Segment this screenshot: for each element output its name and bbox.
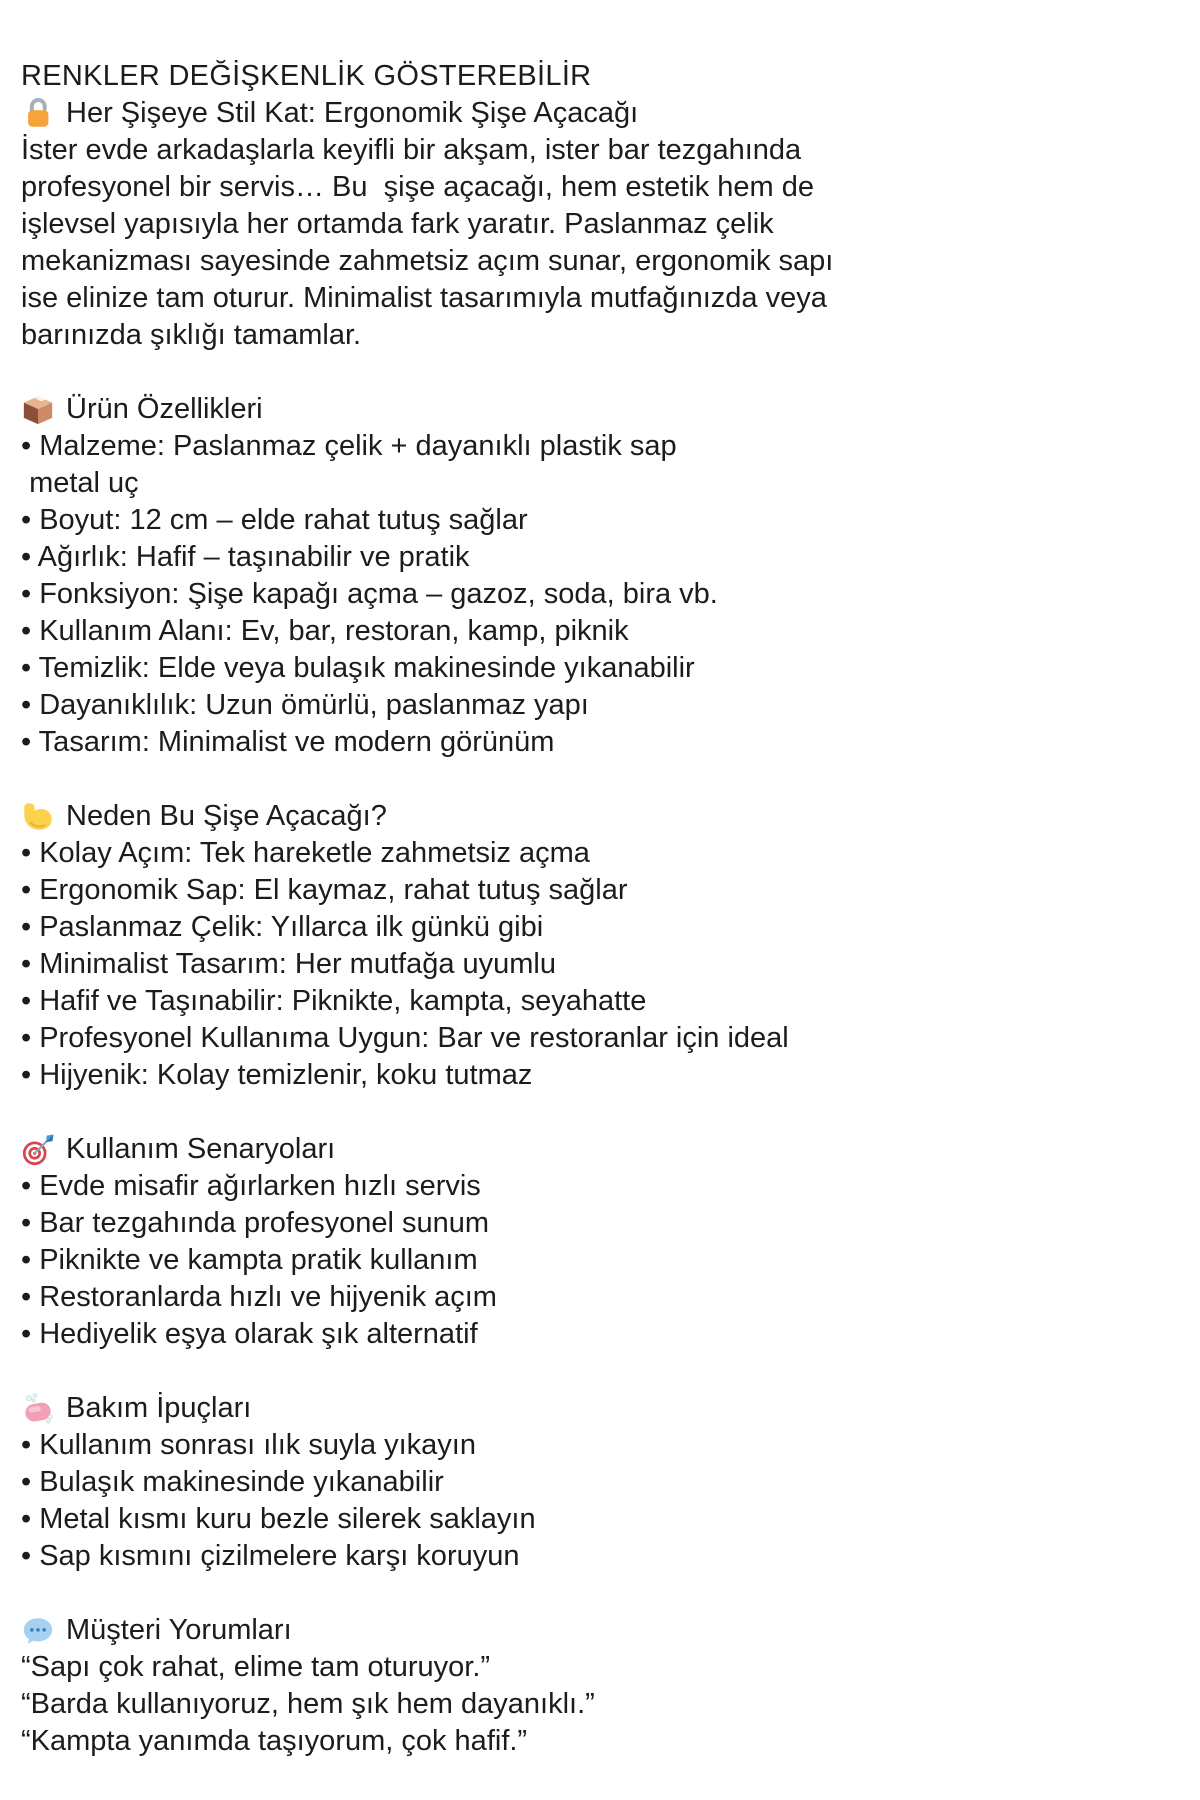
section-scenarios <box>21 1131 1180 1353</box>
bullet-line: • Hediyelik eşya olarak şık alternatif <box>21 1318 478 1350</box>
section-title: Ürün Özellikleri <box>66 393 263 425</box>
color-disclaimer: RENKLER DEĞİŞKENLİK GÖSTEREBİLİR <box>21 60 592 92</box>
bullet-line: • Hafif ve Taşınabilir: Piknikte, kampta, seyahatte <box>21 985 647 1017</box>
hero-title: Her Şişeye Stil Kat: Ergonomik Şişe Açacağı <box>66 97 639 129</box>
bullet-line: • Boyut: 12 cm – elde rahat tutuş sağlar <box>21 504 528 536</box>
review-quote: “Kampta yanımda taşıyorum, çok hafif.” <box>21 1725 528 1757</box>
section-features-heading <box>21 391 1180 428</box>
section-scenarios-heading <box>21 1131 1180 1168</box>
review-quote: “Sapı çok rahat, elime tam oturuyor.” <box>21 1651 491 1683</box>
bullet-line: • Fonksiyon: Şişe kapağı açma – gazoz, soda, bira vb. <box>21 578 718 610</box>
paragraph-line: profesyonel bir servis… Bu şişe açacağı, hem estetik hem de <box>21 171 815 203</box>
bullet-line: • Tasarım: Minimalist ve modern görünüm <box>21 726 555 758</box>
bullet-line: • Evde misafir ağırlarken hızlı servis <box>21 1170 481 1202</box>
bullet-line: • Bulaşık makinesinde yıkanabilir <box>21 1466 444 1498</box>
paragraph-line: barınızda şıklığı tamamlar. <box>21 319 362 351</box>
section-care <box>21 1390 1180 1575</box>
section-why-heading <box>21 798 1180 835</box>
section-reviews <box>21 1612 1180 1760</box>
bullet-line: • Ergonomik Sap: El kaymaz, rahat tutuş sağlar <box>21 874 628 906</box>
bullet-line: • Hijyenik: Kolay temizlenir, koku tutmaz <box>21 1059 533 1091</box>
section-care-heading <box>21 1390 1180 1427</box>
paragraph-line: ise elinize tam oturur. Minimalist tasarımıyla mutfağınızda veya <box>21 282 827 314</box>
paragraph-line: mekanizması sayesinde zahmetsiz açım sunar, ergonomik sapı <box>21 245 834 277</box>
bullet-line: metal uç <box>21 467 139 499</box>
bullet-line: • Dayanıklılık: Uzun ömürlü, paslanmaz yapı <box>21 689 589 721</box>
bullet-line: • Kullanım sonrası ılık suyla yıkayın <box>21 1429 476 1461</box>
target-icon-svg <box>21 1133 55 1167</box>
section-title: Müşteri Yorumları <box>66 1614 292 1646</box>
open-lock-icon <box>21 97 55 131</box>
bullet-line: • Bar tezgahında profesyonel sunum <box>21 1207 489 1239</box>
section-features <box>21 391 1180 761</box>
bullet-line: • Minimalist Tasarım: Her mutfağa uyumlu <box>21 948 556 980</box>
hero-heading <box>21 95 1180 132</box>
bullet-line: • Temizlik: Elde veya bulaşık makinesinde yıkanabilir <box>21 652 695 684</box>
bullet-line: • Metal kısmı kuru bezle silerek saklayın <box>21 1503 536 1535</box>
flexed-biceps-icon <box>21 800 55 834</box>
package-icon-svg <box>21 393 55 427</box>
bullet-line: • Profesyonel Kullanıma Uygun: Bar ve restoranlar için ideal <box>21 1022 789 1054</box>
review-quote: “Barda kullanıyoruz, hem şık hem dayanıklı.” <box>21 1688 595 1720</box>
package-icon <box>21 393 55 427</box>
section-reviews-heading <box>21 1612 1180 1649</box>
bullet-line: • Ağırlık: Hafif – taşınabilir ve pratik <box>21 541 470 573</box>
bullet-line: • Kullanım Alanı: Ev, bar, restoran, kamp, piknik <box>21 615 629 647</box>
bullet-line: • Paslanmaz Çelik: Yıllarca ilk günkü gibi <box>21 911 544 943</box>
section-title: Kullanım Senaryoları <box>66 1133 336 1165</box>
bullet-line: • Sap kısmını çizilmelere karşı koruyun <box>21 1540 520 1572</box>
bullet-line: • Piknikte ve kampta pratik kullanım <box>21 1244 478 1276</box>
section-title: Neden Bu Şişe Açacağı? <box>66 800 387 832</box>
speech-balloon-icon <box>21 1614 55 1648</box>
target-icon <box>21 1133 55 1167</box>
open-lock-icon-svg <box>21 97 55 131</box>
soap-icon-svg <box>21 1392 55 1426</box>
section-why <box>21 798 1180 1094</box>
flexed-biceps-icon-svg <box>21 800 55 834</box>
bullet-line: • Kolay Açım: Tek hareketle zahmetsiz açma <box>21 837 590 869</box>
bullet-line: • Malzeme: Paslanmaz çelik + dayanıklı plastik sap <box>21 430 677 462</box>
speech-balloon-icon-svg <box>21 1614 55 1648</box>
section-title: Bakım İpuçları <box>66 1392 252 1424</box>
soap-icon <box>21 1392 55 1426</box>
paragraph-line: İster evde arkadaşlarla keyifli bir akşam, ister bar tezgahında <box>21 134 802 166</box>
bullet-line: • Restoranlarda hızlı ve hijyenik açım <box>21 1281 497 1313</box>
paragraph-line: işlevsel yapısıyla her ortamda fark yaratır. Paslanmaz çelik <box>21 208 774 240</box>
